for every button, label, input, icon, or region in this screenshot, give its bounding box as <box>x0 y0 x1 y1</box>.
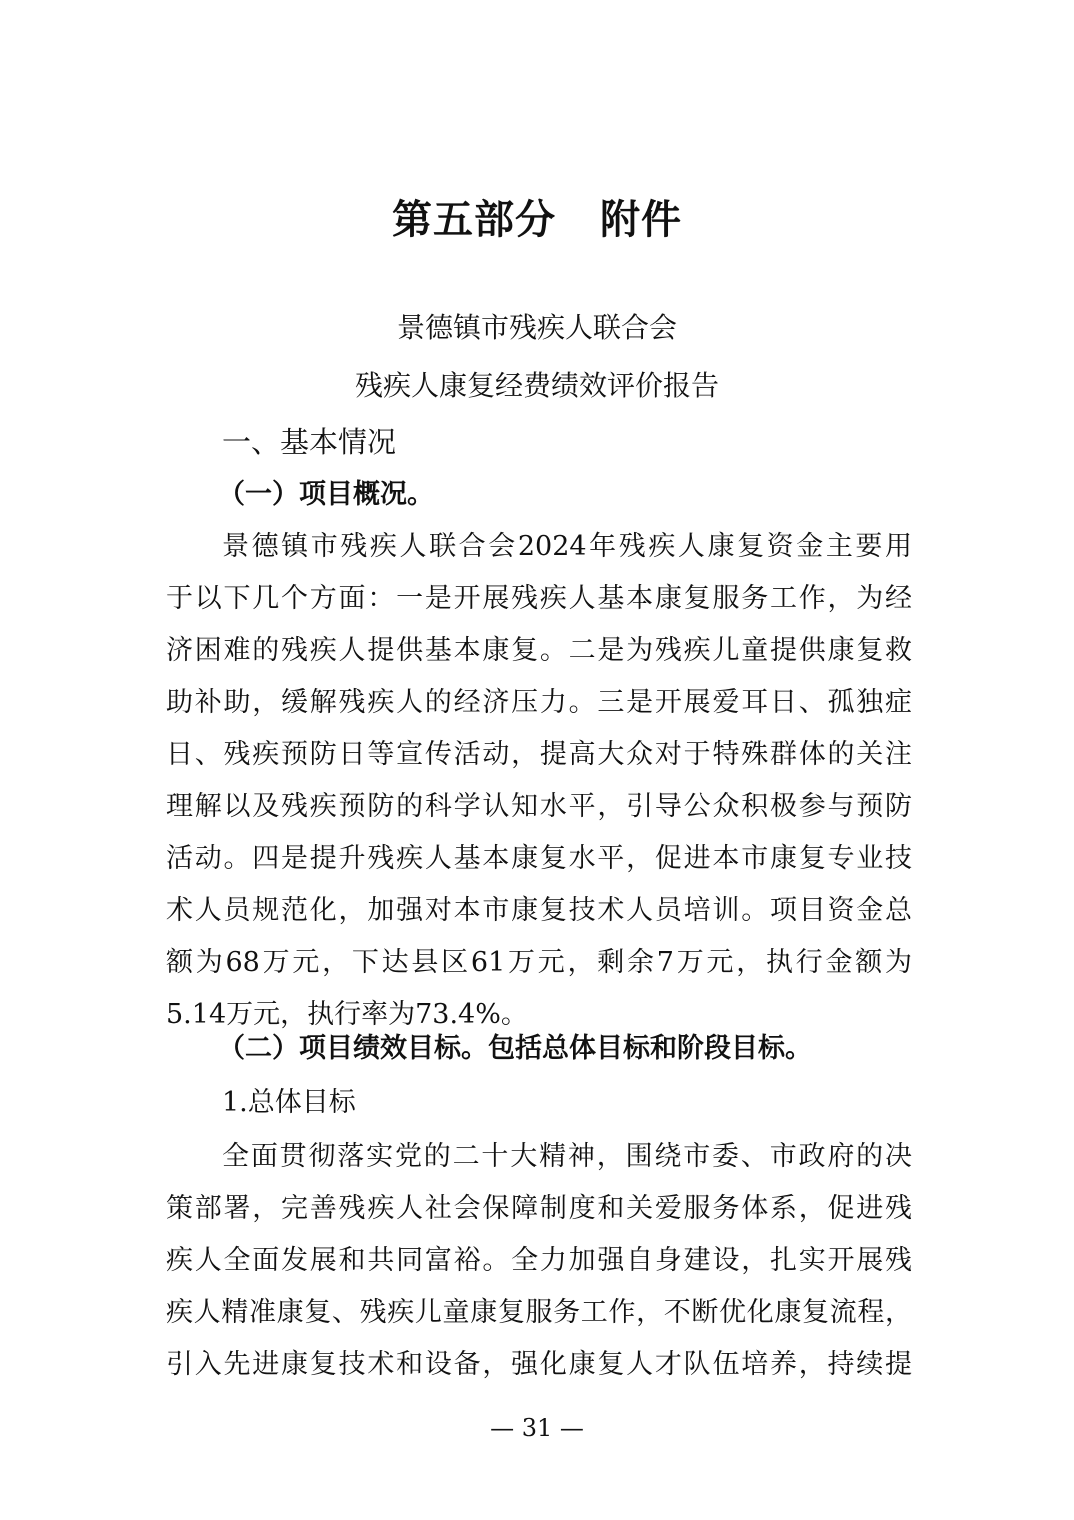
subsection-heading-overview: （一）项目概况。 <box>218 479 434 510</box>
paragraph-line: 疾人精准康复、残疾儿童康复服务工作，不断优化康复流程， <box>166 1297 912 1328</box>
paragraph-line: 引入先进康复技术和设备，强化康复人才队伍培养，持续提 <box>166 1349 912 1380</box>
paragraph-line: 济困难的残疾人提供基本康复。二是为残疾儿童提供康复救 <box>166 635 912 666</box>
paragraph-line: 理解以及残疾预防的科学认知水平，引导公众积极参与预防 <box>166 791 912 822</box>
paragraph-line: 疾人全面发展和共同富裕。全力加强自身建设，扎实开展残 <box>166 1245 912 1276</box>
paragraph-line: 策部署，完善残疾人社会保障制度和关爱服务体系，促进残 <box>166 1193 912 1224</box>
paragraph-line: 景德镇市残疾人联合会2024年残疾人康复资金主要用 <box>222 531 912 562</box>
paragraph-line: 日、残疾预防日等宣传活动，提高大众对于特殊群体的关注 <box>166 739 912 770</box>
part-title <box>0 188 1074 245</box>
section-heading-basic-info: 一、基本情况 <box>222 425 397 459</box>
report-title-line2: 残疾人康复经费绩效评价报告 <box>354 369 719 402</box>
report-title-line1: 景德镇市残疾人联合会 <box>396 311 677 344</box>
paragraph-line: 术人员规范化，加强对本市康复技术人员培训。项目资金总 <box>166 895 912 926</box>
item-title-overall-goal: 1.总体目标 <box>222 1087 356 1118</box>
paragraph-line: 助补助，缓解残疾人的经济压力。三是开展爱耳日、孤独症 <box>166 687 912 718</box>
subsection-heading-performance-goals: （二）项目绩效目标。包括总体目标和阶段目标。 <box>218 1033 812 1064</box>
paragraph-line: 额为68万元，下达县区61万元，剩余7万元，执行金额为 <box>166 947 912 978</box>
paragraph-line: 活动。四是提升残疾人基本康复水平，促进本市康复专业技 <box>166 843 912 874</box>
part-title-right: 附件 <box>600 197 682 243</box>
paragraph-line: 于以下几个方面：一是开展残疾人基本康复服务工作，为经 <box>166 583 912 614</box>
page-number: — 31 — <box>490 1414 584 1442</box>
part-title-left: 第五部分 <box>392 197 556 243</box>
paragraph-line: 全面贯彻落实党的二十大精神，围绕市委、市政府的决 <box>222 1141 912 1172</box>
paragraph-line: 5.14万元，执行率为73.4%。 <box>166 999 528 1030</box>
